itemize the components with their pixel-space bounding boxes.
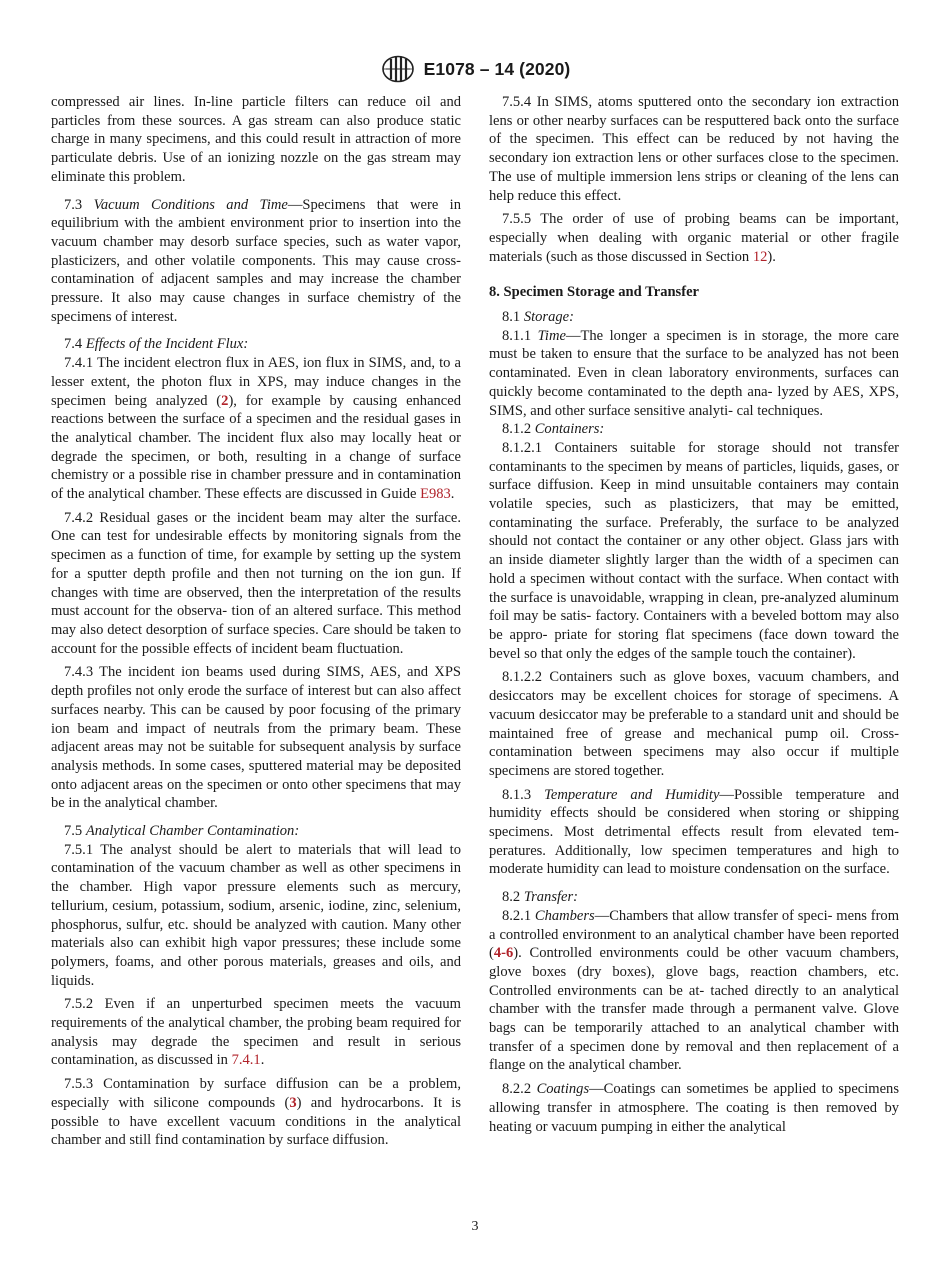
section-8-1-2-1: 8.1.2.1 Containers suitable for storage should not transfer contaminants to the specimen by means of particles, liquids, gases, or surface diffusion. Keep in mind unsuitable containers may contain volatile species, such as plasticizers, that may be emitted, contaminating the surface. Preferably, the surface to be analyzed should not contact the container or any other object. Glass jars with an inside diameter slightly larger than the width of a specimen can hold a specimen without contact with the surface. When contact with the surface is unavoidable, wrapping in clean, pre-analyzed aluminum foil may be satis- factory. Containers with a beveled bottom may also be appro- priate for storing flat specimens (face down toward the bevel so that only the edges of the sample touch the container). xyxy=(489,439,899,662)
section-8-heading: 8. Specimen Storage and Transfer xyxy=(489,284,699,301)
left-column xyxy=(51,93,461,1150)
citation-link[interactable]: 2 xyxy=(221,392,229,409)
section-8-1-2: 8.1.2 Containers: xyxy=(502,421,605,438)
section-8-2-2-title: Coatings xyxy=(536,1081,590,1098)
page-number: 3 xyxy=(471,1219,479,1234)
section-7-5-title: Analytical Chamber Contamination: xyxy=(85,823,300,840)
right-column xyxy=(489,93,899,1136)
section-7-4-title: Effects of the Incident Flux: xyxy=(85,336,249,353)
section-7-4-3: 7.4.3 The incident ion beams used during SIMS, AES, and XPS depth profiles not only erode the surface of interest but can also affect surfaces nearby. This can be caused by poor focusing of the primary ion beam and impact of neutrals from the primary beam. These adjacent areas may not be suitable for subsequent analysis by surface analysis methods. In some cases, sputtered material may be deposited onto adjacent areas on the specimen or onto other specimens that may be in the analytical chamber. xyxy=(51,664,461,812)
section-8-2-1: 8.2.1 Chambers—Chambers that allow transfer of speci- mens from a controlled environment to an analytical chamber have been reported (4-6). Controlled environments could be other vacuum chambers, glove boxes (dry boxes), glove bags, reaction chambers, etc. Controlled environments can be at- tached directly to an analytical chamber with the transfer made through a permanent valve. Glove bags can be temporarily attached to an analytical chamber with transfer of a specimen done by removal and then replacement of a flange on the analytical chamber. xyxy=(489,907,900,1074)
section-8-1: 8.1 Storage: xyxy=(502,309,574,326)
document-id: E1078 – 14 (2020) xyxy=(423,58,571,79)
section-7-4: 7.4 Effects of the Incident Flux: xyxy=(64,336,249,353)
section-8-2-1-title: Chambers xyxy=(534,907,595,924)
section-8-1-3-title: Temperature and Humidity xyxy=(544,786,720,803)
section-8-1-title: Storage: xyxy=(523,309,574,326)
guide-e983-link[interactable]: E983 xyxy=(420,486,451,503)
section-7-5: 7.5 Analytical Chamber Contamination: xyxy=(64,823,300,840)
section-7-3: 7.3 Vacuum Conditions and Time—Specimens that were in equilibrium with the ambient environment prior to insertion into the vacuum chamber may desorb surface species, such as water vapor, plasticizers, and other volatile components. This may cause cross-contamination of adjacent samples and may increase the chamber pressure. It also may cause changes in surface chemistry of the specimens of interest. xyxy=(51,196,461,325)
citation-link[interactable]: 4-6 xyxy=(493,945,514,962)
section-7-5-3: 7.5.3 Contamination by surface diffusion can be a problem, especially with silicone compounds (3) and hydrocarbons. It is possible to have excellent vacuum conditions in the analytical chamber and still find contamination by surface diffusion. xyxy=(51,1076,461,1149)
section-7-3-title: Vacuum Conditions and Time xyxy=(93,196,288,213)
citation-link[interactable]: 3 xyxy=(289,1094,297,1111)
section-8-1-1-title: Time xyxy=(537,327,566,344)
astm-logo-icon xyxy=(380,54,416,84)
section-12-link[interactable]: 12 xyxy=(752,248,768,265)
section-8-1-2-title: Containers: xyxy=(534,421,605,438)
section-7-5-5: 7.5.5 The order of use of probing beams can be important, especially when dealing with organic material or other fragile materials (such as those discussed in Section 12). xyxy=(489,211,899,265)
section-7-4-1: 7.4.1 The incident electron flux in AES, ion flux in SIMS, and, to a lesser extent, the photon flux in XPS, may induce changes in the specimen being analyzed (2), for example by causing enhanced reactions between the surface of a specimen and the residual gases in the analytical chamber. The incident flux also may locally heat or degrade the specimen, or both, resulting in a change of surface chemistry or a possible rise in chamber pressure and in contamination of the analytical chamber. These effects are discussed in Guide E983. xyxy=(51,355,461,503)
section-7-5-4: 7.5.4 In SIMS, atoms sputtered onto the secondary ion extraction lens or other nearby surfaces can be resputtered back onto the surface of the specimen. This effect can be reduced by not having the secondary ion extraction lens or other surfaces close to the specimen. The use of multiple immersion lens strips or cleaning of the lens can help reduce this effect. xyxy=(489,94,899,204)
section-7-4-2: 7.4.2 Residual gases or the incident beam may alter the surface. One can test for undesirable effects by monitoring signals from the specimen as a function of time, for example by setting up the system for a sputter depth profile and then not turning on the ion gun. If changes with time are observed, then the interpretation of the results must account for the observa- tion of an altered surface. This method may also detect desorption of surface species. Care should be taken to account for the possible effects of incident beam fluctuation. xyxy=(51,509,461,657)
section-8-1-3: 8.1.3 Temperature and Humidity—Possible temperature and humidity effects should be considered when storing or shipping specimens. Most detrimental effects result from elevated tem- peratures. Additionally, low specimen temperatures and high to moderate humidity can lead to moisture condensation on the surface. xyxy=(489,786,899,878)
section-8-2: 8.2 Transfer: xyxy=(502,889,578,906)
section-7-4-1-link[interactable]: 7.4.1 xyxy=(231,1052,261,1069)
section-7-5-1: 7.5.1 The analyst should be alert to materials that will lead to contamination of the vacuum chamber as well as other specimens in the chamber. High vapor pressure elements such as mercury, tellurium, cesium, potassium, sodium, arsenic, iodine, zinc, selenium, phosphorus, sulfur, etc. should be analyzed with caution. Many other materials also can exhibit high vapor pressures; these include some polymers, foams, and other porous materials, greases and oils, and liquids. xyxy=(51,841,461,989)
section-7-5-2: 7.5.2 Even if an unperturbed specimen meets the vacuum requirements of the analytical chamber, the probing beam required for analysis may degrade the specimen and result in serious contamination, as discussed in 7.4.1. xyxy=(51,996,461,1069)
section-8-1-1: 8.1.1 Time—The longer a specimen is in storage, the more care must be taken to ensure that the surface to be analyzed has not been contaminated. Even in clean laboratory environments, surfaces can quickly become contaminated to the depth ana- lyzed by AES, XPS, SIMS, and other surface sensitive analyti- cal techniques. xyxy=(489,327,900,419)
paragraph-continued: compressed air lines. In-line particle filters can reduce oil and particles from these sources. A gas stream can also produce static charge in many specimens, and this could result in attraction of more particulate debris. Use of an ionizing nozzle on the gas stream may eliminate this problem. xyxy=(51,94,461,185)
section-8-2-title: Transfer: xyxy=(523,889,578,906)
section-8-2-2: 8.2.2 Coatings—Coatings can sometimes be applied to specimens allowing transfer in atmosphere. The coating is then removed by heating or vacuum pumping in either the analytical xyxy=(489,1081,899,1135)
page-header xyxy=(0,52,950,86)
section-8-1-2-2: 8.1.2.2 Containers such as glove boxes, vacuum chambers, and desiccators may be excellent choices for storage of specimens. A vacuum desiccator may be preferable to a standard unit and should be maintained free of grease and mechanical pump oil. Cross-contamination between specimens may also occur if multiple specimens are stored together. xyxy=(489,669,899,779)
